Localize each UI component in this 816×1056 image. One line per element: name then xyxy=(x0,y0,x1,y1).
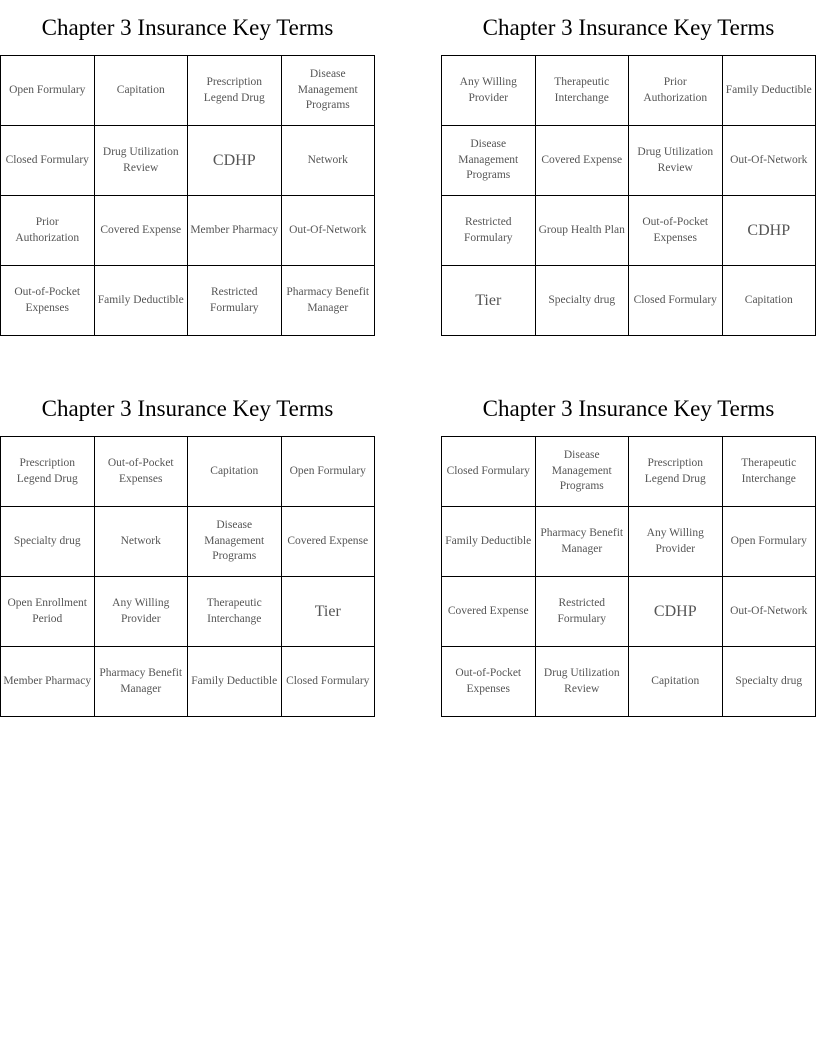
term-cell: Specialty drug xyxy=(1,507,95,577)
term-cell: Drug Utilization Review xyxy=(536,647,630,717)
term-cell: Disease Management Programs xyxy=(536,437,630,507)
term-grid xyxy=(441,436,816,717)
term-cell: Closed Formulary xyxy=(1,126,95,196)
term-cell: Drug Utilization Review xyxy=(629,126,723,196)
term-cell: Network xyxy=(282,126,376,196)
term-cell: Covered Expense xyxy=(442,577,536,647)
term-cell: Prescription Legend Drug xyxy=(188,56,282,126)
term-cell: Out-of-Pocket Expenses xyxy=(629,196,723,266)
term-cell: Capitation xyxy=(723,266,816,336)
term-cell: Capitation xyxy=(629,647,723,717)
term-grid xyxy=(0,436,375,717)
term-grid xyxy=(0,55,375,336)
term-cell: Out-Of-Network xyxy=(282,196,376,266)
term-cell: Prior Authorization xyxy=(1,196,95,266)
term-cell: CDHP xyxy=(629,577,723,647)
term-cell: Pharmacy Benefit Manager xyxy=(282,266,376,336)
term-cell: Drug Utilization Review xyxy=(95,126,189,196)
bingo-card-2 xyxy=(441,0,816,336)
term-cell: Closed Formulary xyxy=(629,266,723,336)
term-cell: Capitation xyxy=(95,56,189,126)
card-title: Chapter 3 Insurance Key Terms xyxy=(482,396,775,421)
term-cell: Covered Expense xyxy=(536,126,630,196)
term-cell: Therapeutic Interchange xyxy=(723,437,816,507)
term-cell: Out-Of-Network xyxy=(723,577,816,647)
term-cell: Group Health Plan xyxy=(536,196,630,266)
card-title: Chapter 3 Insurance Key Terms xyxy=(482,15,775,40)
term-cell: Therapeutic Interchange xyxy=(188,577,282,647)
term-cell: Disease Management Programs xyxy=(442,126,536,196)
term-cell: Covered Expense xyxy=(95,196,189,266)
term-cell: Restricted Formulary xyxy=(536,577,630,647)
term-cell: Therapeutic Interchange xyxy=(536,56,630,126)
term-cell: Disease Management Programs xyxy=(282,56,376,126)
term-grid xyxy=(441,55,816,336)
term-cell: Member Pharmacy xyxy=(1,647,95,717)
term-cell: Specialty drug xyxy=(723,647,816,717)
term-cell: Tier xyxy=(442,266,536,336)
term-cell: Open Formulary xyxy=(723,507,816,577)
term-cell: Open Formulary xyxy=(282,437,376,507)
term-cell: Member Pharmacy xyxy=(188,196,282,266)
term-cell: Capitation xyxy=(188,437,282,507)
term-cell: Tier xyxy=(282,577,376,647)
card-title: Chapter 3 Insurance Key Terms xyxy=(41,15,334,40)
term-cell: Any Willing Provider xyxy=(95,577,189,647)
term-cell: Closed Formulary xyxy=(442,437,536,507)
term-cell: Covered Expense xyxy=(282,507,376,577)
term-cell: Pharmacy Benefit Manager xyxy=(536,507,630,577)
term-cell: Prior Authorization xyxy=(629,56,723,126)
term-cell: Network xyxy=(95,507,189,577)
term-cell: Restricted Formulary xyxy=(442,196,536,266)
term-cell: Out-of-Pocket Expenses xyxy=(1,266,95,336)
term-cell: Family Deductible xyxy=(188,647,282,717)
term-cell: Out-of-Pocket Expenses xyxy=(95,437,189,507)
term-cell: Specialty drug xyxy=(536,266,630,336)
term-cell: CDHP xyxy=(723,196,816,266)
bingo-card-3 xyxy=(0,381,375,717)
term-cell: Out-Of-Network xyxy=(723,126,816,196)
term-cell: Prescription Legend Drug xyxy=(1,437,95,507)
term-cell: Prescription Legend Drug xyxy=(629,437,723,507)
card-title: Chapter 3 Insurance Key Terms xyxy=(41,396,334,421)
term-cell: Pharmacy Benefit Manager xyxy=(95,647,189,717)
term-cell: Open Enrollment Period xyxy=(1,577,95,647)
term-cell: Any Willing Provider xyxy=(629,507,723,577)
term-cell: Family Deductible xyxy=(723,56,816,126)
bingo-card-4 xyxy=(441,381,816,717)
term-cell: Closed Formulary xyxy=(282,647,376,717)
term-cell: Any Willing Provider xyxy=(442,56,536,126)
bingo-card-1 xyxy=(0,0,375,336)
term-cell: Open Formulary xyxy=(1,56,95,126)
term-cell: Restricted Formulary xyxy=(188,266,282,336)
term-cell: Family Deductible xyxy=(442,507,536,577)
term-cell: Family Deductible xyxy=(95,266,189,336)
term-cell: Out-of-Pocket Expenses xyxy=(442,647,536,717)
term-cell: CDHP xyxy=(188,126,282,196)
term-cell: Disease Management Programs xyxy=(188,507,282,577)
